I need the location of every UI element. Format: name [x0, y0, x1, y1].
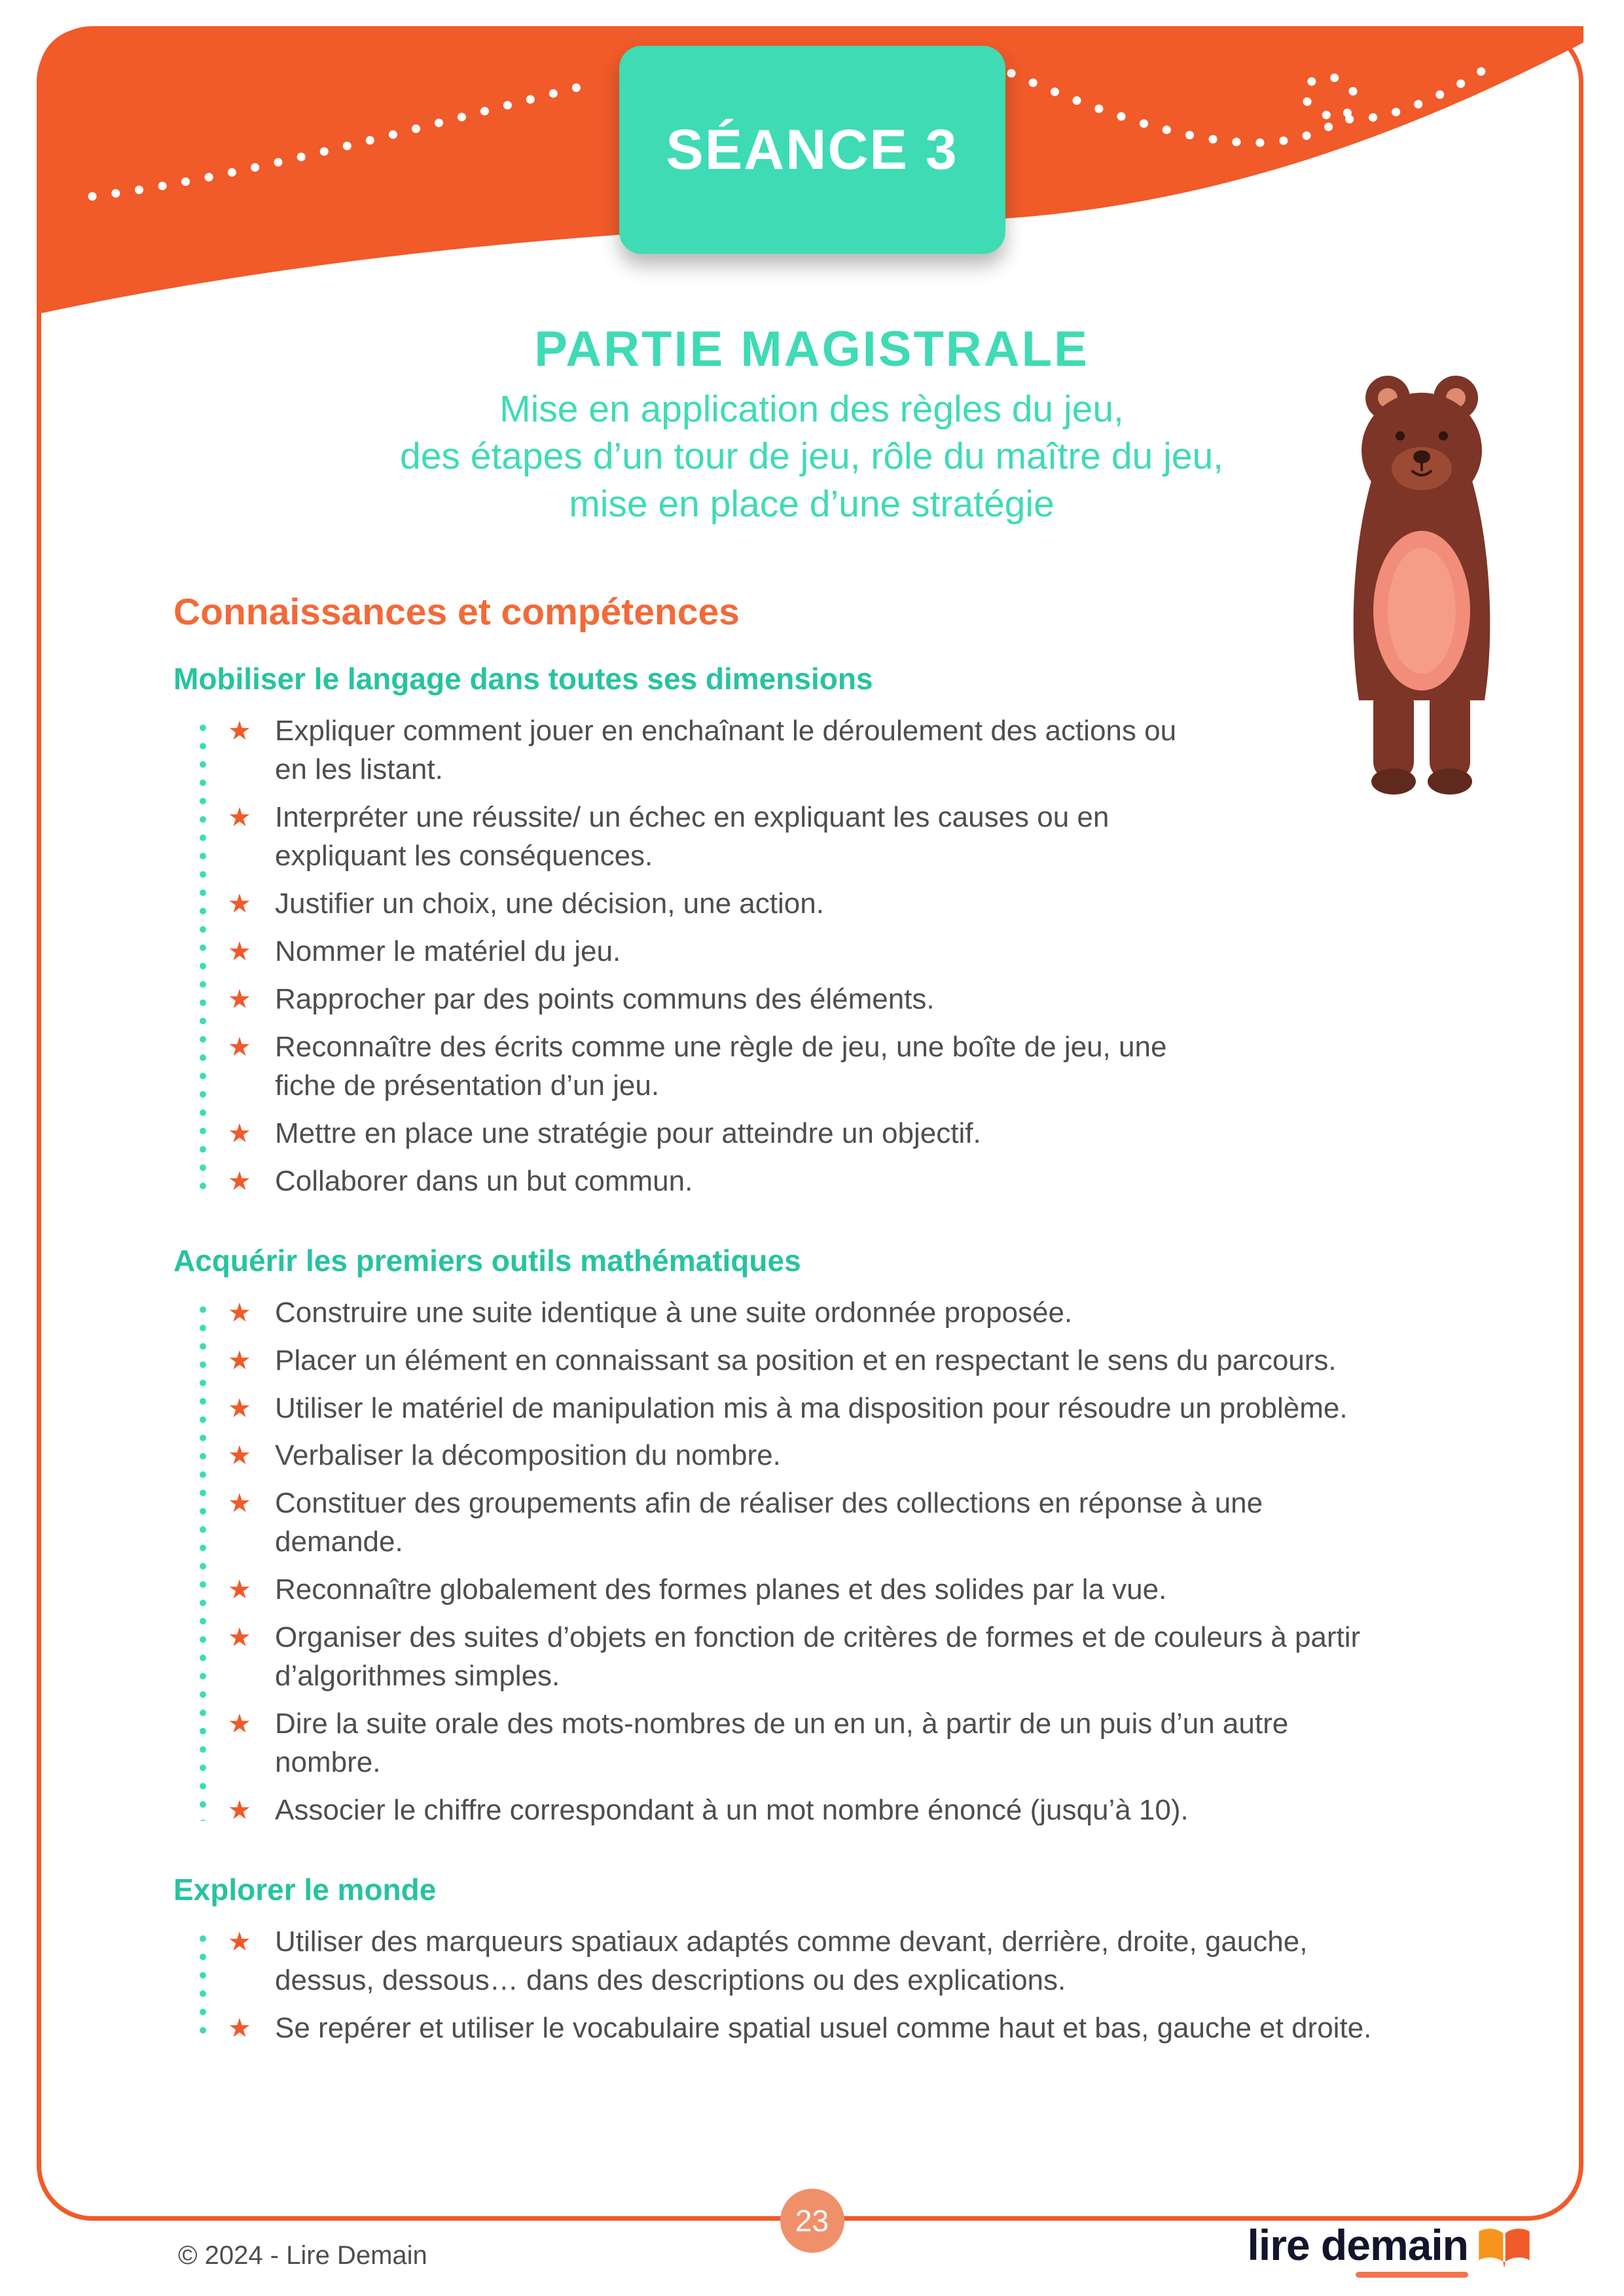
competency-list [200, 1294, 1545, 1830]
section-outils-mathematiques [79, 1243, 1545, 1830]
list-item [228, 798, 1545, 876]
star-bullet-icon: ★ [228, 1298, 251, 1327]
competency-text: Reconnaître des écrits comme une règle de jeu, une boîte de jeu, une fiche de présentation d’un jeu. [275, 1030, 1167, 1102]
subtitle-line: mise en place d’une stratégie [569, 482, 1055, 525]
star-bullet-icon: ★ [228, 1575, 251, 1605]
star-bullet-icon: ★ [228, 717, 251, 746]
competency-text: Verbaliser la décomposition du nombre. [275, 1439, 781, 1472]
section-explorer-le-monde [79, 1872, 1545, 2048]
list-item [228, 980, 1545, 1019]
list-item [228, 1162, 1545, 1201]
publisher-logo [1248, 2223, 1532, 2278]
subtitle-line: Mise en application des règles du jeu, [499, 388, 1124, 430]
competency-text: Interpréter une réussite/ un échec en expliquant les causes ou en expliquant les conséquences. [275, 801, 1110, 872]
competency-list [200, 1923, 1545, 2048]
competency-text: Se repérer et utiliser le vocabulaire spatial usuel comme haut et bas, gauche et droite. [275, 2011, 1372, 2044]
competency-text: Placer un élément en connaissant sa position et en respectant le sens du parcours. [275, 1344, 1337, 1376]
star-bullet-icon: ★ [228, 889, 251, 918]
star-bullet-icon: ★ [228, 1166, 251, 1196]
star-bullet-icon: ★ [228, 1489, 251, 1518]
competency-text: Dire la suite orale des mots-nombres de un en un, à partir de un puis d’un autre nombre. [275, 1708, 1289, 1779]
page-title: PARTIE MAGISTRALE [534, 321, 1089, 377]
page-number-badge: 23 [780, 2189, 844, 2253]
list-item [228, 1619, 1545, 1696]
list-item [228, 885, 1545, 924]
copyright-text: © 2024 - Lire Demain [178, 2241, 427, 2270]
list-item [228, 1294, 1545, 1333]
competency-text: Expliquer comment jouer en enchaînant le déroulement des actions ou en les listant. [275, 715, 1177, 786]
list-item [228, 1484, 1545, 1562]
competency-text: Rapprocher par des points communs des éléments. [275, 982, 935, 1015]
competency-text: Nommer le matériel du jeu. [275, 935, 621, 967]
competency-list [200, 712, 1545, 1200]
competency-text: Collaborer dans un but commun. [275, 1164, 693, 1197]
star-bullet-icon: ★ [228, 2013, 251, 2043]
star-bullet-icon: ★ [228, 1928, 251, 1957]
competency-text: Utiliser le matériel de manipulation mis à ma disposition pour résoudre un problème. [275, 1391, 1348, 1424]
star-bullet-icon: ★ [228, 1623, 251, 1653]
competency-text: Construire une suite identique à une suite ordonnée proposée. [275, 1296, 1073, 1329]
star-bullet-icon: ★ [228, 984, 251, 1014]
list-item [228, 1028, 1545, 1105]
list-item [228, 1115, 1545, 1153]
list-item [228, 1390, 1545, 1428]
subsection-heading: Mobiliser le langage dans toutes ses dimensions [173, 662, 873, 696]
open-book-icon [1476, 2224, 1532, 2275]
list-item [228, 712, 1545, 789]
list-item [228, 1342, 1545, 1380]
subsection-heading: Explorer le monde [173, 1873, 437, 1907]
seance-banner-label: SÉANCE 3 [666, 118, 958, 181]
competency-text: Reconnaître globalement des formes planes et des solides par la vue. [275, 1573, 1167, 1606]
list-item [228, 1791, 1545, 1830]
list-item [228, 1705, 1545, 1782]
competency-text: Constituer des groupements afin de réaliser des collections en réponse à une demande. [275, 1487, 1263, 1558]
competency-text: Organiser des suites d’objets en fonction de critères de formes et de couleurs à partir d’algorithmes simples. [275, 1621, 1361, 1693]
star-bullet-icon: ★ [228, 803, 251, 833]
publisher-logo-tagline [1356, 2272, 1468, 2278]
competency-text: Utiliser des marqueurs spatiaux adaptés comme devant, derrière, droite, gauche, dessus, dessous… dans des descriptions ou des explications. [275, 1926, 1308, 1996]
competency-text: Justifier un choix, une décision, une action. [275, 887, 824, 920]
subtitle-line: des étapes d’un tour de jeu, rôle du maître du jeu, [400, 435, 1223, 478]
section-title: Connaissances et compétences [173, 591, 740, 634]
main-content [79, 321, 1545, 2057]
star-bullet-icon: ★ [228, 1032, 251, 1062]
star-bullet-icon: ★ [228, 1346, 251, 1375]
list-item [228, 933, 1545, 971]
star-bullet-icon: ★ [228, 937, 251, 966]
list-item [228, 2009, 1545, 2048]
list-item [228, 1571, 1545, 1609]
subsection-heading: Acquérir les premiers outils mathématiques [173, 1243, 801, 1278]
seance-banner [619, 46, 1005, 254]
publisher-logo-text: lire demain [1247, 2221, 1468, 2269]
star-bullet-icon: ★ [228, 1441, 251, 1471]
section-mobiliser-le-langage [79, 661, 1545, 1200]
publisher-logo-text-block [1248, 2223, 1468, 2278]
competency-text: Associer le chiffre correspondant à un mot nombre énoncé (jusqu’à 10). [275, 1794, 1189, 1827]
list-item [228, 1437, 1545, 1475]
page-subtitle [79, 386, 1545, 528]
list-item [228, 1923, 1545, 2000]
star-bullet-icon: ★ [228, 1710, 251, 1739]
star-bullet-icon: ★ [228, 1119, 251, 1148]
star-bullet-icon: ★ [228, 1393, 251, 1423]
star-bullet-icon: ★ [228, 1796, 251, 1825]
competency-text: Mettre en place une stratégie pour atteindre un objectif. [275, 1117, 981, 1149]
